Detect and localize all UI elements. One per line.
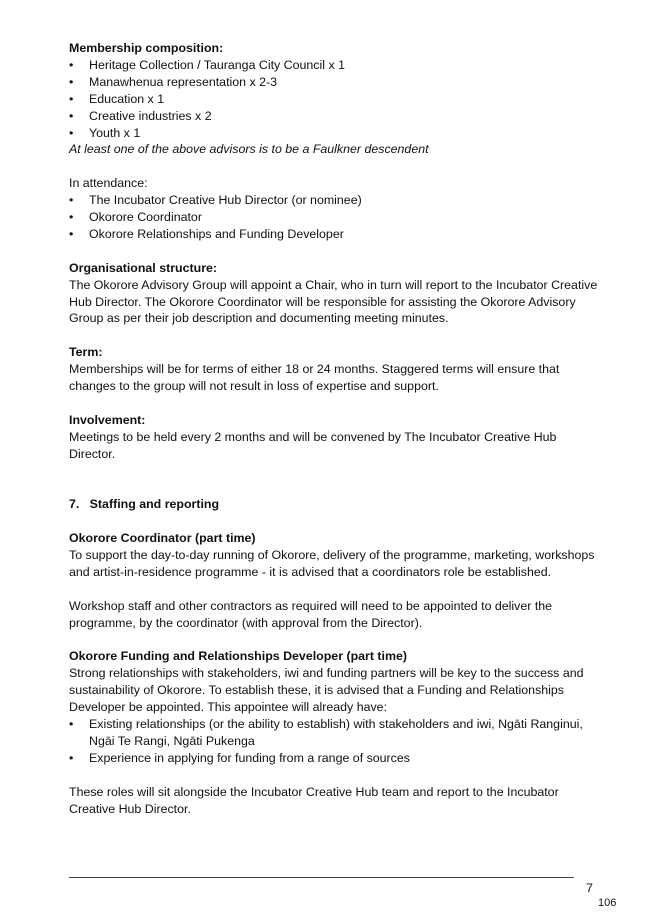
- document-page-number: 106: [598, 897, 617, 909]
- involvement-text: Meetings to be held every 2 months and will be convened by The Incubator Creative Hub Director.: [69, 429, 557, 461]
- page-number: 7: [586, 881, 593, 895]
- coordinator-text: To support the day-to-day running of Okorore, delivery of the programme, marketing, workshops and artist-in-residence programme - it is advised that a coordinators role be established.: [69, 548, 595, 579]
- developer-list: [69, 716, 599, 767]
- membership-list: [69, 57, 599, 142]
- list-item: • Okorore Relationships and Funding Developer: [69, 226, 599, 243]
- list-item: • Existing relationships (or the ability to establish) with stakeholders and iwi, Ngāti Ranginui, Ngāi Te Rangi, Ngāti Pukenga: [69, 716, 599, 750]
- attendance-list: [69, 192, 599, 243]
- membership-heading: Membership composition:: [69, 41, 224, 55]
- coordinator-text-2: Workshop staff and other contractors as required will need to be appointed to deliver the programme, by the coordinator (with approval from the Director).: [69, 598, 553, 630]
- section-7-title: 7. Staffing and reporting: [69, 497, 220, 512]
- list-item: • Education x 1: [69, 91, 599, 108]
- developer-text: Strong relationships with stakeholders, iwi and funding partners will be key to the success and sustainability of Okorore. To establish these, it is advised that a Funding and Relationships Developer be appointed. This appointee will already have:: [69, 666, 584, 715]
- list-item: • The Incubator Creative Hub Director (or nominee): [69, 192, 599, 209]
- term-heading: Term:: [69, 345, 103, 360]
- list-item: • Heritage Collection / Tauranga City Council x 1: [69, 57, 599, 74]
- list-item: • Creative industries x 2: [69, 108, 599, 125]
- footer-divider: [69, 877, 574, 878]
- coordinator-heading: Okorore Coordinator (part time): [69, 531, 256, 546]
- developer-heading: Okorore Funding and Relationships Developer (part time): [69, 649, 408, 664]
- attendance-heading: In attendance:: [69, 176, 148, 191]
- list-item: • Okorore Coordinator: [69, 209, 599, 226]
- list-item: • Experience in applying for funding from a range of sources: [69, 750, 599, 767]
- structure-text: The Okorore Advisory Group will appoint a Chair, who in turn will report to the Incubator Creative Hub Director. The Okorore Coordinator will be responsible for assisting the Okorore Advisory Group as per their job description and documenting meeting minutes.: [69, 277, 598, 326]
- structure-heading: Organisational structure:: [69, 260, 218, 275]
- term-text: Memberships will be for terms of either 18 or 24 months. Staggered terms will ensure that changes to the group will not result in loss of expertise and support.: [69, 362, 560, 394]
- membership-note: At least one of the above advisors is to be a Faulkner descendent: [69, 142, 429, 157]
- involvement-heading: Involvement:: [69, 412, 146, 427]
- list-item: • Manawhenua representation x 2-3: [69, 74, 599, 91]
- closing-text: These roles will sit alongside the Incubator Creative Hub team and report to the Incubator Creative Hub Director.: [69, 784, 559, 816]
- list-item: • Youth x 1: [69, 125, 599, 142]
- document-page: [69, 40, 599, 818]
